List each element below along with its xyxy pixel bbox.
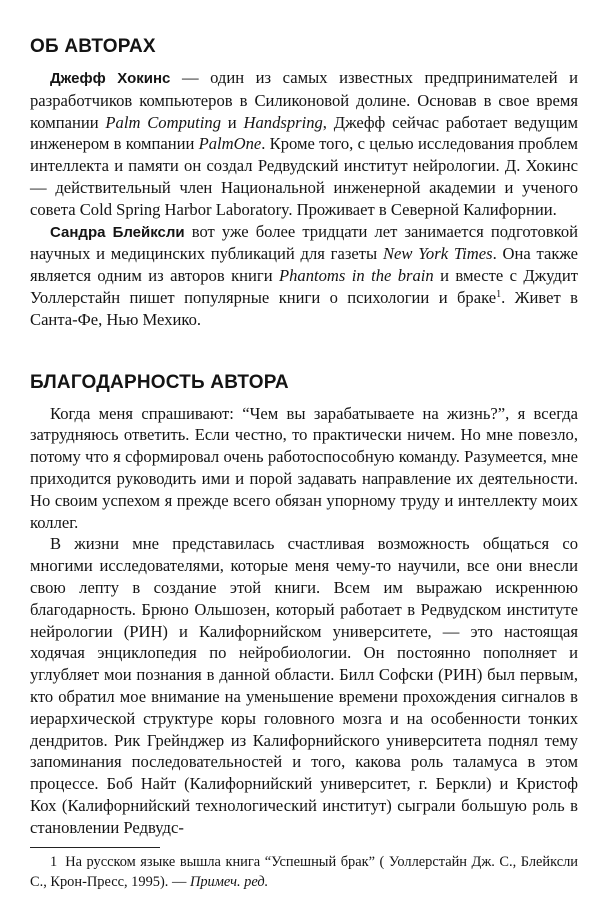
- author-name-blakeslee: Сандра Блейксли: [50, 223, 185, 241]
- section-title-about-authors: ОБ АВТОРАХ: [30, 36, 156, 57]
- bio-text: и вместе с Джудит Уоллерстайн пишет популярные книги о психологии и браке: [30, 266, 578, 307]
- bio-text: . Она также является одним из авторов книги: [30, 244, 579, 286]
- bio-text: — один из самых известных предпринимателей и разработчиков компьютеров в Силиконовой долине. Основав в свое время компании: [30, 68, 579, 132]
- section-title-acknowledgements: БЛАГОДАРНОСТЬ АВТОРА: [30, 371, 289, 393]
- company-name: PalmOne: [198, 134, 262, 154]
- footnote-editor-note: Примеч. ред.: [189, 873, 269, 890]
- author-bio-blakeslee: [30, 221, 578, 331]
- bio-text: , Джефф сейчас работает ведущим инженером в компании: [30, 112, 578, 154]
- author-bio-hawkins: [30, 67, 578, 221]
- bio-text: . Кроме того, с целью исследования проблем интеллекта и памяти он создал Редвудский институт нейрологии. Д. Хокинс — действительный член Национальной инженерной академии и ученого совета Cold Spring Harbor Laboratory. Проживает в Северной Калифорнии.: [30, 134, 579, 219]
- bio-text: . Живет в Санта-Фе, Нью Мехико.: [30, 287, 578, 329]
- footnote-mark: 1: [50, 853, 58, 870]
- footnote-text: На русском языке вышла книга “Успешный брак” ( Уоллерстайн Дж. С., Блейксли С., Крон-Пресс, 1995). —: [30, 853, 578, 890]
- company-name: Palm Computing: [105, 112, 221, 132]
- footnote-divider: [30, 847, 160, 848]
- footnote-ref: 1: [496, 288, 502, 300]
- company-name: Handspring: [243, 112, 323, 132]
- ack-paragraph-2: В жизни мне представилась счастливая возможность общаться со многими исследователями, которые меня чему-то научили, все они внесли свою лепту в создание этой книги. Всем им выражаю искреннюю благодарность. Брюно Ольшозен, который работает в Редвудском институте нейрологии (РИН) и Калифорнийском университете, — это настоящая ходячая энциклопедия по нейробиологии. Он постоянно пополняет и углубляет мои познания в данной области. Билл Софски (РИН) был первым, кто обратил мое внимание на уменьшение времени прохождения сигналов в иерархической структуре коры головного мозга и на особенности тонких дендритов. Рик Грейнджер из Калифорнийского университета поднял тему запоминания последовательностей и того, какова роль таламуса в этом процессе. Боб Найт (Калифорнийский университет, г. Беркли) и Кристоф Кох (Калифорнийский технологический институт) сыграли большую роль в становлении Редвудс-: [30, 534, 578, 837]
- author-name-hawkins: Джефф Хокинс: [50, 70, 171, 87]
- ack-paragraph-1: Когда меня спрашивают: “Чем вы зарабатываете на жизнь?”, я всегда затрудняюсь ответить. Если честно, то практически ничем. Но мне повезло, потому что я сформировал очень работоспособную команду. Разумеется, мне приходится руководить ими и порой задавать направление их деятельности. Но своим успехом я прежде всего обязан упорному труду и интеллекту моих коллег.: [30, 403, 578, 532]
- newspaper-name: New York Times: [382, 244, 493, 264]
- book-title: Phantoms in the brain: [279, 266, 434, 286]
- bio-text: вот уже более тридцати лет занимается подготовкой научных и медицинских публикаций для газеты: [30, 221, 578, 264]
- footnote: [30, 852, 578, 892]
- page: [30, 30, 578, 892]
- bio-text: и: [221, 112, 244, 132]
